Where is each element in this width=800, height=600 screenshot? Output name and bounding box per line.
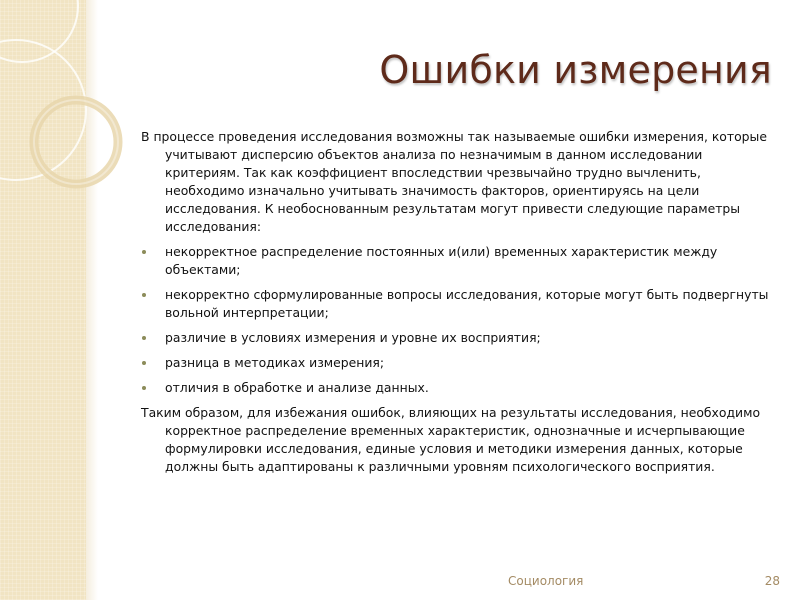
slide-body <box>141 128 781 483</box>
bullet-text: отличия в обработке и анализе данных. <box>165 380 429 395</box>
decorative-rings <box>0 0 140 220</box>
bullet-item <box>141 354 781 372</box>
bullet-dot-icon <box>142 386 146 390</box>
decorative-ring-top <box>0 0 78 62</box>
bullet-text: разница в методиках измерения; <box>165 355 385 370</box>
bullet-dot-icon <box>142 336 146 340</box>
bullet-item <box>141 286 781 322</box>
bullet-dot-icon <box>142 293 146 297</box>
bullet-text: некорректное распределение постоянных и(или) временных характеристик между объектами; <box>165 244 718 277</box>
bullet-item <box>141 379 781 397</box>
slide-title: Ошибки измерения <box>379 48 772 92</box>
bullet-dot-icon <box>142 250 146 254</box>
page-number: 28 <box>764 574 780 588</box>
bullet-text: некорректно сформулированные вопросы исследования, которые могут быть подвергнуты вольной интерпретации; <box>165 287 769 320</box>
bullet-text: различие в условиях измерения и уровне их восприятия; <box>165 330 541 345</box>
bullet-list <box>141 243 781 397</box>
footer-subject: Социология <box>508 574 584 588</box>
bullet-item <box>141 243 781 279</box>
intro-paragraph: В процессе проведения исследования возможны так называемые ошибки измерения, которые учитывают дисперсию объектов анализа по незначимым в данном исследовании критериям. Так как коэффициент впоследствии чрезвычайно трудно вычленить, необходимо изначально учитывать значимость факторов, ориентируясь на цели исследования. К необоснованным результатам могут привести следующие параметры исследования: <box>141 129 767 234</box>
bullet-dot-icon <box>142 361 146 365</box>
bullet-item <box>141 329 781 347</box>
conclusion-paragraph: Таким образом, для избежания ошибок, влияющих на результаты исследования, необходимо корректное распределение временных характеристик, однозначные и исчерпывающие формулировки исследования, единые условия и методики измерения данных, которые должны быть адаптированы к различными уровням психологического восприятия. <box>141 405 761 474</box>
decorative-ring-thick-highlight <box>34 100 118 184</box>
